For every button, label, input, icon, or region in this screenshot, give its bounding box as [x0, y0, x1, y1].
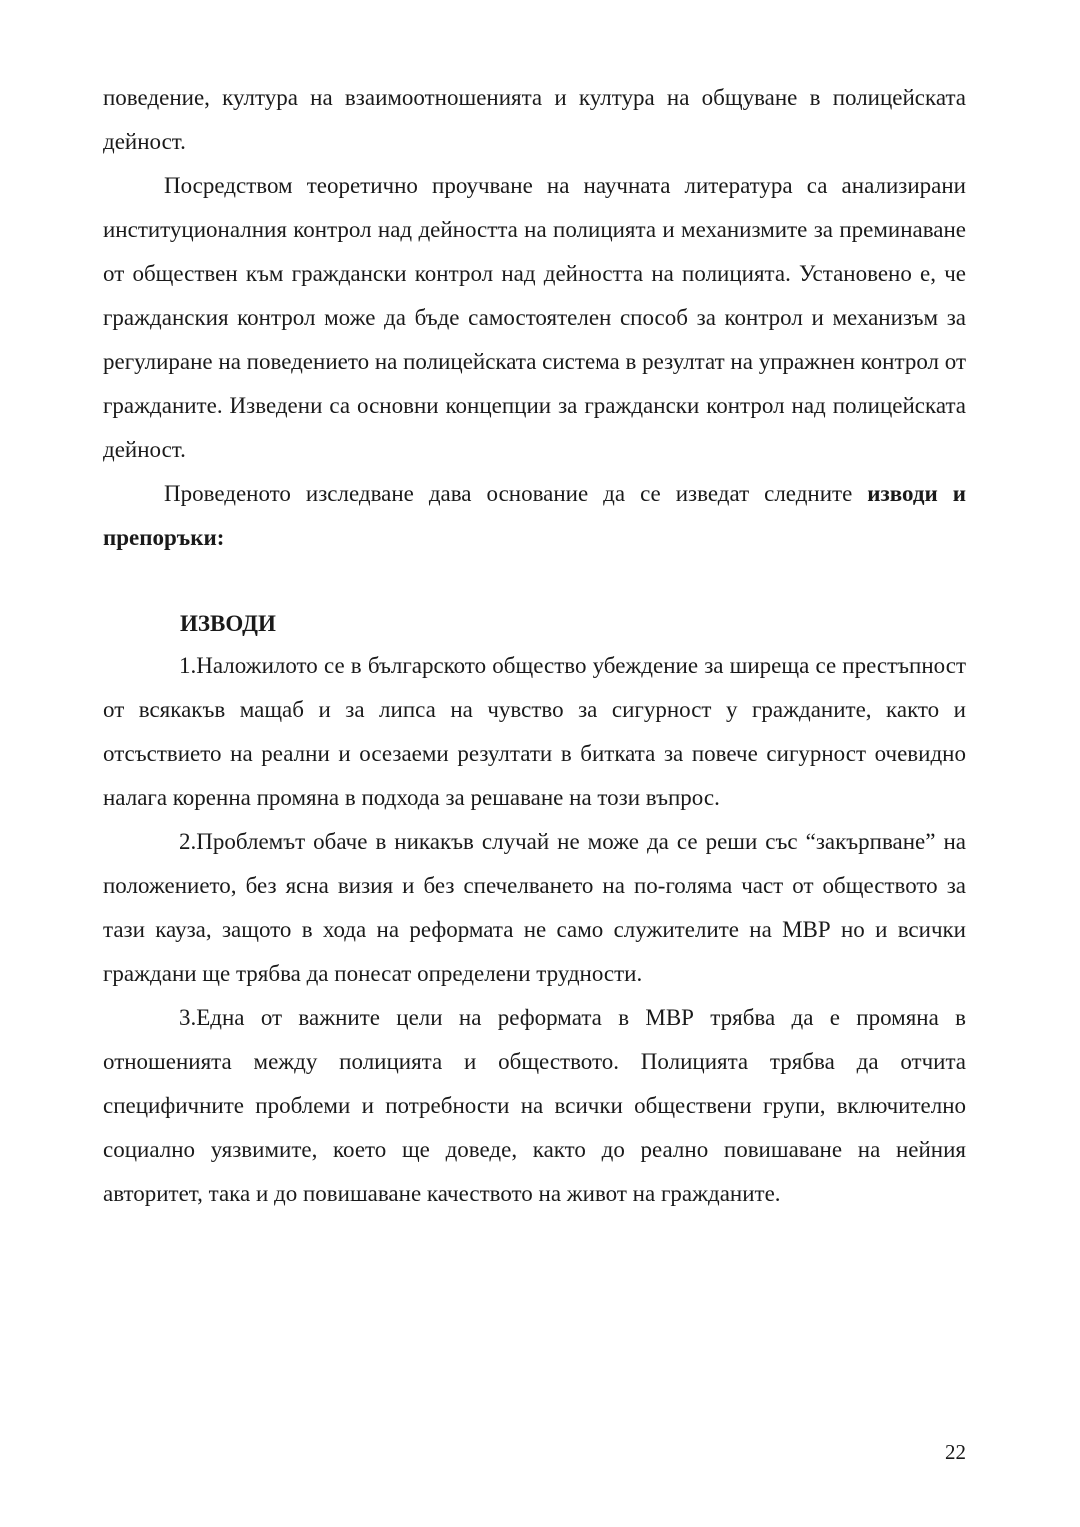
section-spacer — [103, 560, 966, 604]
conclusion-item-3: 3.Една от важните цели на реформата в МВР трябва да е промяна в отношенията между полицията и обществото. Полицията трябва да отчита специфичните проблеми и потребности на всички обществени групи, включително социално уязвимите, което ще доведе, както до реално повишаване на нейния авторитет, така и до повишаване качеството на живот на гражданите. — [103, 1005, 966, 1206]
paragraph-conclusions-intro — [103, 472, 966, 560]
page-number: 22 — [945, 1440, 966, 1464]
conclusions-intro-bold: изводи и препоръки: — [103, 481, 966, 550]
conclusion-item-2: 2.Проблемът обаче в никакъв случай не може да се реши със “закърпване” на положението, без ясна визия и без спечелването на по-голяма част от обществото за тази кауза, защото в хода на реформата не само служителите на МВР но и всички граждани ще трябва да понесат определени трудности. — [103, 829, 966, 986]
conclusions-intro-text: Проведеното изследване дава основание да се изведат следните — [164, 481, 868, 506]
conclusion-item-1: 1.Наложилото се в българското общество убеждение за ширеща се престъпност от всякакъв мащаб и за липса на чувство за сигурност у гражданите, както и отсъствието на реални и осезаеми резултати в битката за повече сигурност очевидно налага коренна промяна в подхода за решаване на този въпрос. — [103, 653, 966, 810]
document-page — [103, 76, 966, 1216]
section-heading-conclusions: ИЗВОДИ — [180, 611, 276, 636]
paragraph-intro-continuation: поведение, култура на взаимоотношенията и култура на общуване в полицейската дейност. — [103, 85, 966, 154]
paragraph-theoretical-study: Посредством теоретично проучване на научната литература са анализирани институционалния контрол над дейността на полицията и механизмите за преминаване от обществен към граждански контрол над дейността на полицията. Установено е, че гражданския контрол може да бъде самостоятелен способ за контрол и механизъм за регулиране на поведението на полицейската система в резултат на упражнен контрол от гражданите. Изведени са основни концепции за граждански контрол над полицейската дейност. — [103, 173, 966, 462]
